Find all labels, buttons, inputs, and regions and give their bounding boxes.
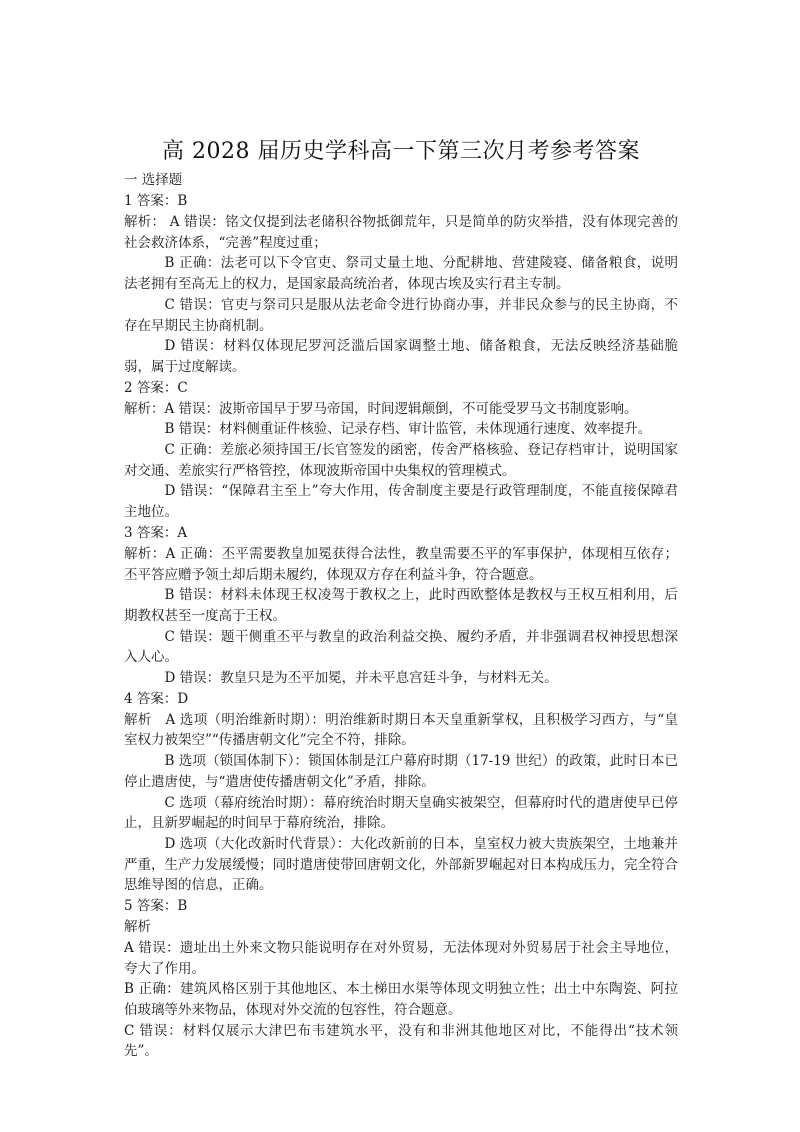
questions-list (124, 191, 678, 1062)
page-title: 高 2028 届历史学科高一下第三次月考参考答案 (162, 139, 640, 164)
option-explanation: D 错误：教皇只是为丕平加冕，并未平息宫廷斗争，与材料无关。 (164, 670, 558, 687)
option-explanation: B 错误：材料未体现王权凌驾于教权之上，此时西欧整体是教权与王权互相利用，后期教权甚至一度高于王权。 (124, 587, 678, 624)
option-explanation: A 错误：遗址出土外来文物只能说明存在对外贸易，无法体现对外贸易居于社会主导地位，夸大了作用。 (124, 939, 678, 977)
option-explanation: B 错误：材料侧重证件核验、记录存档、审计监管，未体现通行速度、效率提升。 (164, 421, 652, 438)
question-block (124, 191, 678, 378)
section-heading: 一 选择题 (124, 172, 183, 188)
question-block (124, 896, 678, 1062)
question-block (124, 378, 678, 523)
option-explanation: B 正确：法老可以下令官吏、祭司丈量土地、分配耕地、营建陵寝、储备粮食，说明法老拥有至高无上的权力，是国家最高统治者，体现古埃及实行君主专制。 (124, 255, 678, 293)
option-explanation: C 错误：题干侧重丕平与教皇的政治利益交换、履约矛盾，并非强调君权神授思想深入人心。 (124, 628, 678, 666)
analysis-paragraph: 解析 A 选项（明治维新时期）：明治维新时期日本天皇重新掌权，且积极学习西方，与“皇室权力被架空”“传播唐朝文化”完全不符，排除。 (124, 711, 678, 749)
answer-line: 5 答案：B (124, 898, 188, 915)
option-explanation: D 错误：“保障君主至上”夸大作用，传舍制度主要是行政管理制度，不能直接保障君主地位。 (124, 483, 678, 521)
option-explanation: D 错误：材料仅体现尼罗河泛滥后国家调整土地、储备粮食，无法反映经济基础脆弱，属于过度解读。 (124, 338, 678, 375)
answer-line: 1 答案：B (124, 193, 188, 209)
option-explanation: B 正确：建筑风格区别于其他地区、本土梯田水渠等体现文明独立性；出土中东陶瓷、阿拉伯玻璃等外来物品，体现对外交流的包容性，符合题意。 (124, 981, 678, 1018)
option-explanation: B 选项（锁国体制下）：锁国体制是江户幕府时期（17-19 世纪）的政策，此时日本已停止遣唐使，与“遣唐使传播唐朝文化”矛盾，排除。 (124, 753, 678, 790)
analysis-paragraph: 解析：A 错误：波斯帝国早于罗马帝国，时间逻辑颠倒，不可能受罗马文书制度影响。 (124, 400, 638, 417)
option-explanation: C 选项（幕府统治时期）：幕府统治时期天皇确实被架空，但幕府时代的遣唐使早已停止，且新罗崛起的时间早于幕府统治，排除。 (124, 794, 678, 832)
option-explanation: C 错误：官吏与祭司只是服从法老命令进行协商办事，并非民众参与的民主协商，不存在早期民主协商机制。 (124, 296, 678, 334)
analysis-paragraph: 解析：A 正确：丕平需要教皇加冕获得合法性，教皇需要丕平的军事保护，体现相互依存；丕平答应赠予领土却后期未履约，体现双方存在利益斗争，符合题意。 (124, 545, 678, 583)
option-explanation: C 正确：差旅必须持国王/长官签发的函密，传舍严格核验、登记存档审计，说明国家对交通、差旅实行严格管控，体现波斯帝国中央集权的管理模式。 (124, 442, 678, 479)
question-block (124, 523, 678, 689)
answer-line: 4 答案：D (124, 690, 189, 707)
question-block (124, 689, 678, 896)
option-explanation: D 选项（大化改新时代背景）：大化改新前的日本，皇室权力被大贵族架空，土地兼并严重，生产力发展缓慢；同时遣唐使带回唐朝文化，外部新罗崛起对日本构成压力，完全符合思维导图的信息，正确。 (124, 835, 678, 894)
analysis-paragraph: 解析： A 错误：铭文仅提到法老储积谷物抵御荒年，只是简单的防灾举措，没有体现完善的社会救济体系，“完善”程度过重； (124, 214, 678, 251)
answer-line: 3 答案：A (124, 524, 188, 541)
analysis-paragraph: 解析 (124, 919, 151, 936)
answer-line: 2 答案：C (124, 379, 188, 396)
option-explanation: C 错误：材料仅展示大津巴布韦建筑水平，没有和非洲其他地区对比，不能得出“技术领先”。 (124, 1022, 678, 1060)
answer-document (124, 137, 678, 1062)
